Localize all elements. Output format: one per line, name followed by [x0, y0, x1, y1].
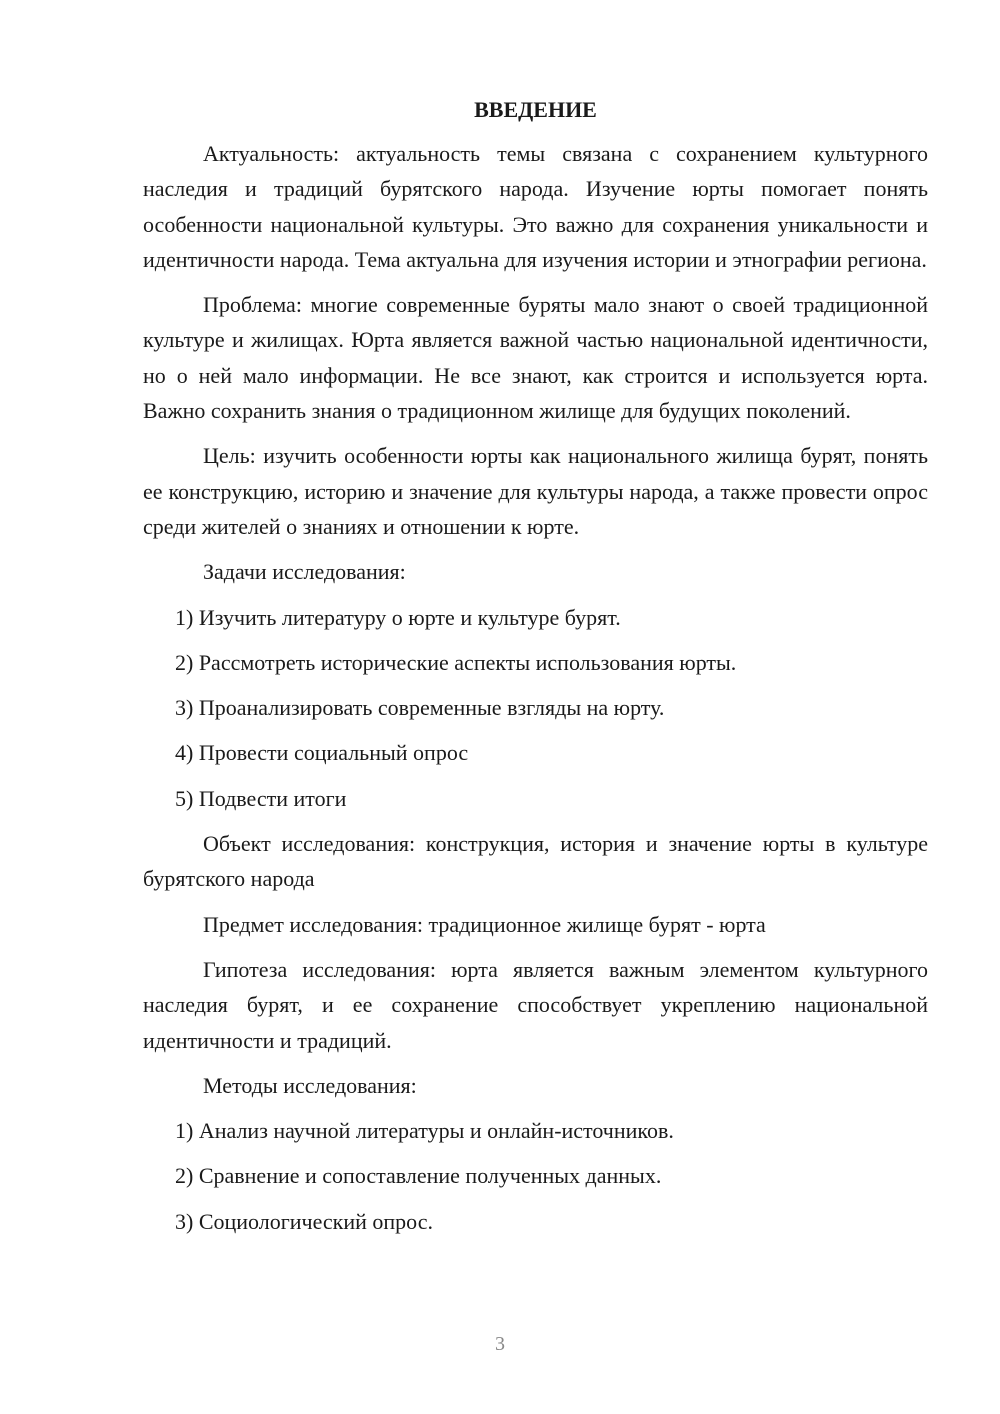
tasks-heading: Задачи исследования: [203, 559, 406, 585]
list-item: 3) Социологический опрос. [175, 1208, 433, 1234]
subject-paragraph: Предмет исследования: традиционное жилище бурят - юрта [203, 911, 766, 937]
list-item: 5) Подвести итоги [175, 785, 347, 811]
tasks-list [143, 600, 928, 816]
methods-heading: Методы исследования: [203, 1072, 417, 1098]
object-paragraph: Объект исследования: конструкция, история и значение юрты в культуре бурятского народа [143, 831, 928, 892]
page-number: 3 [495, 1333, 505, 1355]
problem-paragraph: Проблема: многие современные буряты мало знают о своей традиционной культуре и жилищах. Юрта является важной частью национальной идентичности, но о ней мало информации. Не все знают, как строится и используется юрта. Важно сохранить знания о традиционном жилище для будущих поколений. [143, 292, 928, 424]
goal-paragraph: Цель: изучить особенности юрты как национального жилища бурят, понять ее конструкцию, историю и значение для культуры народа, а также провести опрос среди жителей о знаниях и отношении к юрте. [143, 443, 928, 539]
list-item: 2) Рассмотреть исторические аспекты использования юрты. [175, 649, 737, 675]
hypothesis-paragraph: Гипотеза исследования: юрта является важным элементом культурного наследия бурят, и ее сохранение способствует укреплению национальной идентичности и традиций. [143, 956, 928, 1053]
list-item: 3) Проанализировать современные взгляды на юрту. [175, 695, 665, 721]
document-page [143, 95, 928, 1249]
list-item: 2) Сравнение и сопоставление полученных данных. [175, 1163, 662, 1189]
page-title: ВВЕДЕНИЕ [474, 97, 597, 122]
list-item: 1) Анализ научной литературы и онлайн-источников. [175, 1118, 674, 1144]
relevance-paragraph: Актуальность: актуальность темы связана с сохранением культурного наследия и традиций бурятского народа. Изучение юрты помогает понять особенности национальной культуры. Это важно для сохранения уникальности и идентичности народа. Тема актуальна для изучения истории и этнографии региона. [143, 141, 928, 272]
methods-list [143, 1113, 928, 1239]
list-item: 1) Изучить литературу о юрте и культуре бурят. [175, 604, 621, 630]
list-item: 4) Провести социальный опрос [175, 740, 469, 766]
